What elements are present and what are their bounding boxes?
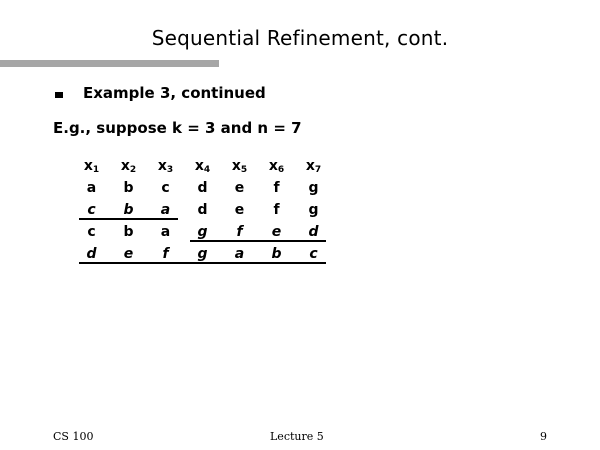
example-line: E.g., suppose k = 3 and n = 7 bbox=[53, 119, 302, 137]
segment-underline bbox=[79, 218, 178, 220]
header-var: x bbox=[120, 158, 130, 174]
table-cell: a bbox=[160, 202, 171, 218]
table-cell: b bbox=[123, 180, 134, 196]
header-subscript: 6 bbox=[277, 165, 285, 175]
table-cell: g bbox=[308, 180, 319, 196]
table-cell: g bbox=[197, 224, 208, 240]
slide-title: Sequential Refinement, cont. bbox=[151, 26, 449, 50]
table-cell: f bbox=[273, 180, 280, 196]
header-var: x bbox=[194, 158, 204, 174]
table-cell: b bbox=[123, 202, 134, 218]
table-cell: d bbox=[197, 180, 208, 196]
header-subscript: 7 bbox=[314, 165, 322, 175]
header-var: x bbox=[305, 158, 315, 174]
table-cell: d bbox=[197, 202, 208, 218]
table-cell: b bbox=[123, 224, 134, 240]
header-subscript: 3 bbox=[166, 165, 174, 175]
table-cell: f bbox=[236, 224, 243, 240]
table-cell: d bbox=[308, 224, 319, 240]
table-cell: g bbox=[197, 246, 208, 262]
table-cell: b bbox=[271, 246, 282, 262]
table-cell: c bbox=[309, 246, 318, 262]
table-cell: f bbox=[162, 246, 169, 262]
segment-underline bbox=[190, 240, 326, 242]
footer-lecture: Lecture 5 bbox=[270, 430, 324, 443]
header-subscript: 2 bbox=[129, 165, 137, 175]
title-rule bbox=[0, 60, 219, 67]
header-var: x bbox=[268, 158, 278, 174]
table-cell: e bbox=[123, 246, 134, 262]
header-subscript: 4 bbox=[203, 165, 211, 175]
table-cell: e bbox=[234, 180, 245, 196]
segment-underline bbox=[79, 262, 326, 264]
table-cell: g bbox=[308, 202, 319, 218]
bullet-text: Example 3, continued bbox=[83, 84, 266, 102]
table-cell: e bbox=[271, 224, 282, 240]
footer-course: CS 100 bbox=[53, 430, 94, 443]
table-cell: a bbox=[86, 180, 97, 196]
header-subscript: 5 bbox=[240, 165, 248, 175]
footer-page-number: 9 bbox=[540, 430, 547, 443]
header-var: x bbox=[231, 158, 241, 174]
table-cell: c bbox=[161, 180, 170, 196]
header-subscript: 1 bbox=[92, 165, 100, 175]
header-var: x bbox=[157, 158, 167, 174]
table-cell: c bbox=[87, 224, 96, 240]
table-cell: d bbox=[86, 246, 97, 262]
bullet-square-icon bbox=[55, 92, 63, 98]
header-var: x bbox=[83, 158, 93, 174]
table-cell: e bbox=[234, 202, 245, 218]
table-cell: c bbox=[87, 202, 96, 218]
table-cell: f bbox=[273, 202, 280, 218]
table-cell: a bbox=[234, 246, 245, 262]
table-cell: a bbox=[160, 224, 171, 240]
